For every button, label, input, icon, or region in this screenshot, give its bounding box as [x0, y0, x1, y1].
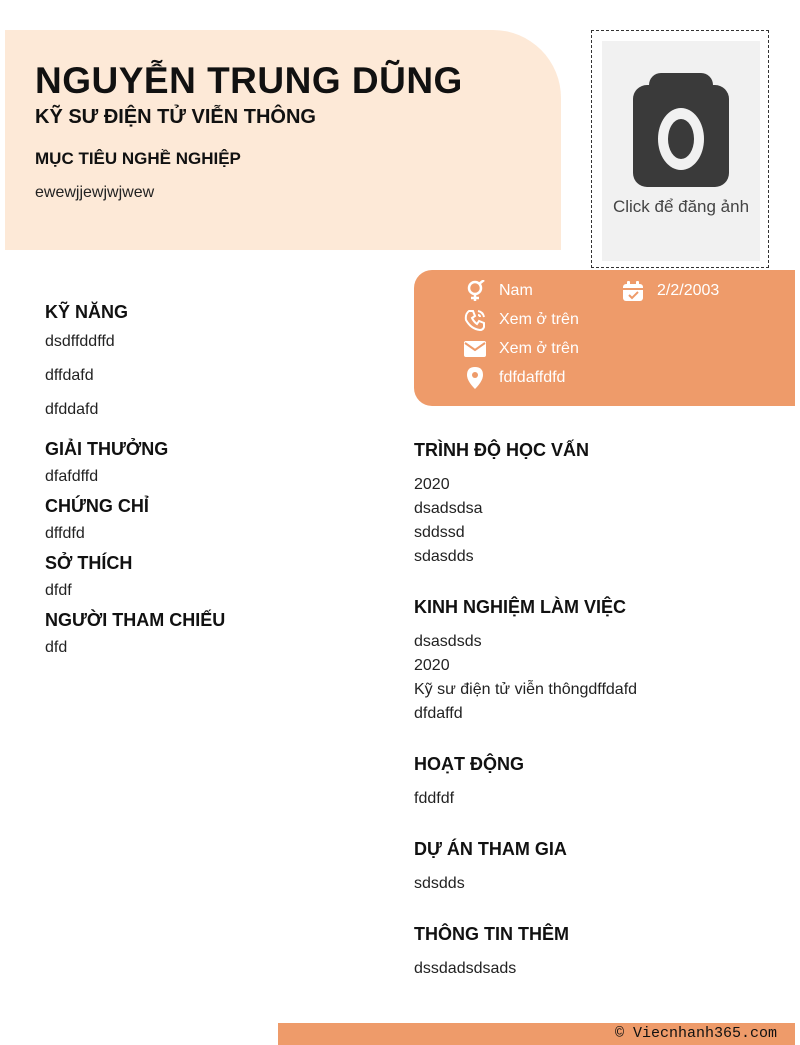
- certificate-item: dffdfd: [45, 525, 85, 542]
- skill-item: dsdffddffd: [45, 333, 115, 350]
- footer-copyright: © Viecnhanh365.com: [614, 1025, 777, 1042]
- contact-email: [464, 338, 579, 360]
- references-section: [45, 610, 365, 665]
- photo-upload[interactable]: [591, 30, 769, 268]
- project-line: sdsdds: [414, 875, 465, 892]
- candidate-name: NGUYỄN TRUNG DŨNG: [35, 60, 463, 101]
- certificates-title: CHỨNG CHỈ: [45, 496, 149, 516]
- phone-icon: [464, 309, 486, 331]
- education-line: dsadsdsa: [414, 500, 483, 517]
- references-title: NGƯỜI THAM CHIẾU: [45, 610, 226, 630]
- calendar-icon: [622, 280, 644, 302]
- location-icon: [464, 367, 486, 389]
- extra-info-line: dssdadsdsads: [414, 960, 517, 977]
- education-title: TRÌNH ĐỘ HỌC VẤN: [414, 440, 589, 460]
- projects-section: [414, 839, 795, 896]
- contact-phone: [464, 309, 579, 331]
- experience-line: dsasdsds: [414, 633, 482, 650]
- skill-item: dffdafd: [45, 367, 94, 384]
- education-line: sdasdds: [414, 548, 474, 565]
- extra-info-title: THÔNG TIN THÊM: [414, 924, 569, 944]
- camera-icon: [633, 73, 729, 187]
- award-item: dfafdffd: [45, 468, 99, 485]
- projects-title: DỰ ÁN THAM GIA: [414, 839, 567, 859]
- experience-line: dfdaffd: [414, 705, 463, 722]
- left-column: [45, 302, 365, 665]
- education-line: sddssd: [414, 524, 465, 541]
- experience-line: Kỹ sư điện tử viễn thôngdffdafd: [414, 681, 638, 698]
- job-title: KỸ SƯ ĐIỆN TỬ VIỄN THÔNG: [35, 106, 316, 128]
- skill-item: dfddafd: [45, 401, 99, 418]
- gender-value: Nam: [499, 282, 533, 299]
- education-line: 2020: [414, 476, 450, 493]
- contact-birthday: [622, 280, 719, 302]
- experience-title: KINH NGHIỆM LÀM VIỆC: [414, 597, 627, 617]
- objective-text: ewewjjewjwjwew: [35, 184, 155, 201]
- education-section: [414, 440, 795, 569]
- footer-bar: [278, 1023, 795, 1045]
- photo-caption[interactable]: Click để đăng ảnh: [612, 197, 750, 216]
- awards-title: GIẢI THƯỞNG: [45, 439, 169, 459]
- hobbies-section: [45, 553, 365, 608]
- contact-address: [464, 367, 565, 389]
- gender-icon: [464, 280, 486, 302]
- hobbies-title: SỞ THÍCH: [45, 553, 133, 573]
- extra-info-section: [414, 924, 795, 981]
- awards-section: [45, 439, 365, 494]
- birthday-value: 2/2/2003: [657, 282, 720, 299]
- experience-section: [414, 597, 795, 726]
- email-icon: [464, 338, 486, 360]
- activity-line: fddfdf: [414, 790, 455, 807]
- address-value: fdfdaffdfd: [499, 369, 566, 386]
- reference-item: dfd: [45, 639, 68, 656]
- objective-heading: MỤC TIÊU NGHỀ NGHIỆP: [35, 149, 241, 168]
- certificates-section: [45, 496, 365, 551]
- experience-line: 2020: [414, 657, 450, 674]
- hobby-item: dfdf: [45, 582, 72, 599]
- photo-placeholder[interactable]: [602, 41, 760, 261]
- phone-value: Xem ở trên: [499, 311, 579, 328]
- skills-section: [45, 302, 365, 427]
- email-value: Xem ở trên: [499, 340, 579, 357]
- right-column: [414, 440, 795, 981]
- activities-section: [414, 754, 795, 811]
- skills-title: KỸ NĂNG: [45, 302, 129, 322]
- activities-title: HOẠT ĐỘNG: [414, 754, 524, 774]
- contact-gender: [464, 280, 533, 302]
